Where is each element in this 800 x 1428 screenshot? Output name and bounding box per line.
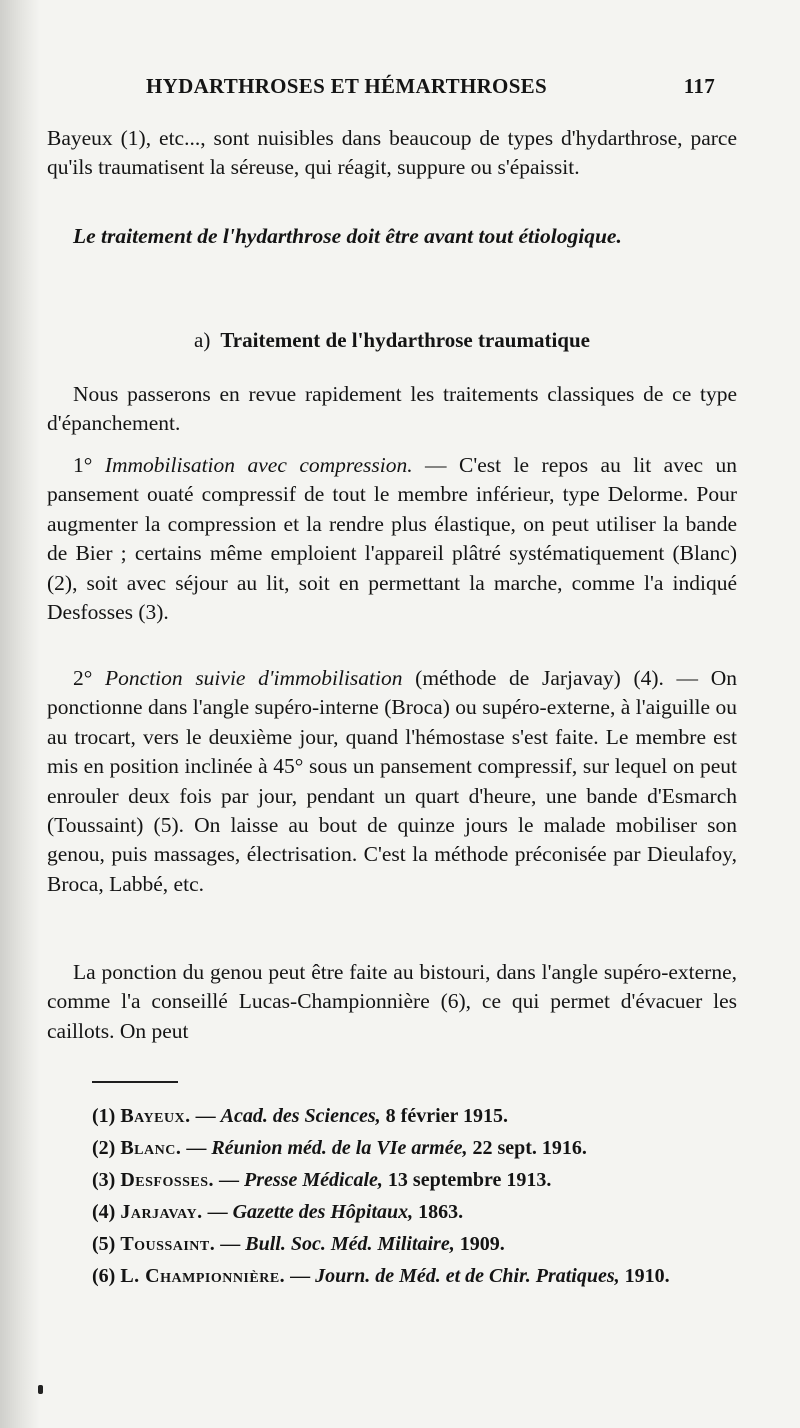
footnote-separator: — — [190, 1105, 221, 1127]
paragraph-statement — [47, 222, 737, 251]
item-2-text: (méthode de Jarjavay) (4). — On ponctionne dans l'angle supéro-interne (Broca) ou supéro-externe, à l'aiguille ou au trocart, vers le deuxième jour, quand l'hémostase s'est faite. Le membre est mis en position inclinée à 45° sous un pansement compressif, sur lequel on peut enrouler deux fois par jour, pendant un quart d'heure, une bande d'Esmarch (Toussaint) (5). On laisse au bout de quinze jours le malade mobiliser son genou, puis massages, électrisation. C'est la méthode préconisée par Dieulafoy, Broca, Labbé, etc. — [47, 666, 737, 896]
footnote-source: Réunion méd. de la VIe armée, — [211, 1137, 468, 1159]
paragraph-review-text: Nous passerons en revue rapidement les traitements classiques de ce type d'épanchement. — [47, 382, 737, 436]
footnote-number: (5) — [92, 1233, 116, 1255]
item-1-text: — C'est le repos au lit avec un pansement ouaté compressif de tout le membre inférieur, type Delorme. Pour augmenter la compression et la rendre plus élastique, on peut utiliser la bande de Bier ; certains même emploient l'appareil plâtré systématiquement (Blanc) (2), soit avec séjour au lit, soit en permettant la marche, comme l'a indiqué Desfosses (3). — [47, 453, 738, 625]
footnote-source: Acad. des Sciences, — [220, 1105, 381, 1127]
footnote-separator: — — [285, 1265, 316, 1287]
footnote-date: 1909. — [454, 1233, 505, 1255]
section-mark: a) — [194, 328, 211, 352]
ink-speck — [38, 1385, 43, 1394]
footnote-date: 13 septembre 1913. — [382, 1169, 552, 1191]
running-header — [140, 74, 715, 104]
paragraph-item-1 — [47, 451, 737, 627]
item-2-title: Ponction suivie d'immobilisation — [105, 666, 403, 690]
page-number: 117 — [683, 74, 715, 98]
footnote-date: 8 février 1915. — [380, 1105, 509, 1127]
footnote-source: Gazette des Hôpitaux, — [232, 1201, 414, 1223]
footnote-separator: — — [181, 1137, 212, 1159]
section-title: Traitement de l'hydarthrose traumatique — [220, 328, 590, 352]
footnote-number: (1) — [92, 1105, 116, 1127]
footnote-author: Bayeux. — [120, 1105, 191, 1127]
running-title: HYDARTHROSES ET HÉMARTHROSES — [146, 74, 547, 98]
footnote-author: Desfosses. — [120, 1169, 215, 1191]
footnote-source: Journ. de Méd. et de Chir. Pratiques, — [315, 1265, 620, 1287]
footnote-2 — [92, 1132, 740, 1164]
footnote-author: Toussaint. — [120, 1233, 216, 1255]
footnote-rule — [92, 1081, 178, 1083]
item-1-title: Immobilisation avec compression. — [104, 453, 413, 477]
footnote-source: Presse Médicale, — [244, 1169, 383, 1191]
footnote-number: (3) — [92, 1169, 116, 1191]
paragraph-intro-text: Bayeux (1), etc..., sont nuisibles dans beaucoup de types d'hydarthrose, parce qu'ils traumatisent la séreuse, qui réagit, suppure ou s'épaissit. — [47, 126, 737, 180]
footnote-author: Jarjavay. — [120, 1201, 203, 1223]
paragraph-item-2 — [47, 664, 737, 899]
footnote-number: (2) — [92, 1137, 116, 1159]
footnote-author: Blanc. — [120, 1137, 182, 1159]
footnote-separator: — — [202, 1201, 233, 1223]
footnote-separator: — — [215, 1233, 246, 1255]
footnote-date: 22 sept. 1916. — [467, 1137, 587, 1159]
footnote-date: 1910. — [619, 1265, 670, 1287]
footnote-separator: — — [214, 1169, 245, 1191]
paragraph-last — [47, 958, 737, 1046]
footnote-6 — [92, 1260, 740, 1292]
paragraph-review — [47, 380, 737, 439]
footnote-3 — [92, 1164, 740, 1196]
footnote-1 — [92, 1100, 740, 1132]
item-2-number: 2° — [73, 666, 93, 690]
footnote-date: 1863. — [413, 1201, 464, 1223]
footnote-author: L. Championnière. — [120, 1265, 286, 1287]
footnote-5 — [92, 1228, 740, 1260]
paragraph-intro — [47, 124, 737, 183]
item-1-number: 1° — [73, 453, 93, 477]
section-heading — [47, 328, 737, 353]
footnote-number: (6) — [92, 1265, 116, 1287]
footnotes — [92, 1100, 740, 1292]
paragraph-last-text: La ponction du genou peut être faite au bistouri, dans l'angle supéro-externe, comme l'a conseillé Lucas-Championnière (6), ce qui permet d'évacuer les caillots. On peut — [47, 960, 737, 1043]
footnote-source: Bull. Soc. Méd. Militaire, — [245, 1233, 455, 1255]
statement-text: Le traitement de l'hydarthrose doit être avant tout étiologique. — [73, 224, 622, 248]
footnote-number: (4) — [92, 1201, 116, 1223]
page-edge-shadow — [0, 0, 40, 1428]
footnote-4 — [92, 1196, 740, 1228]
